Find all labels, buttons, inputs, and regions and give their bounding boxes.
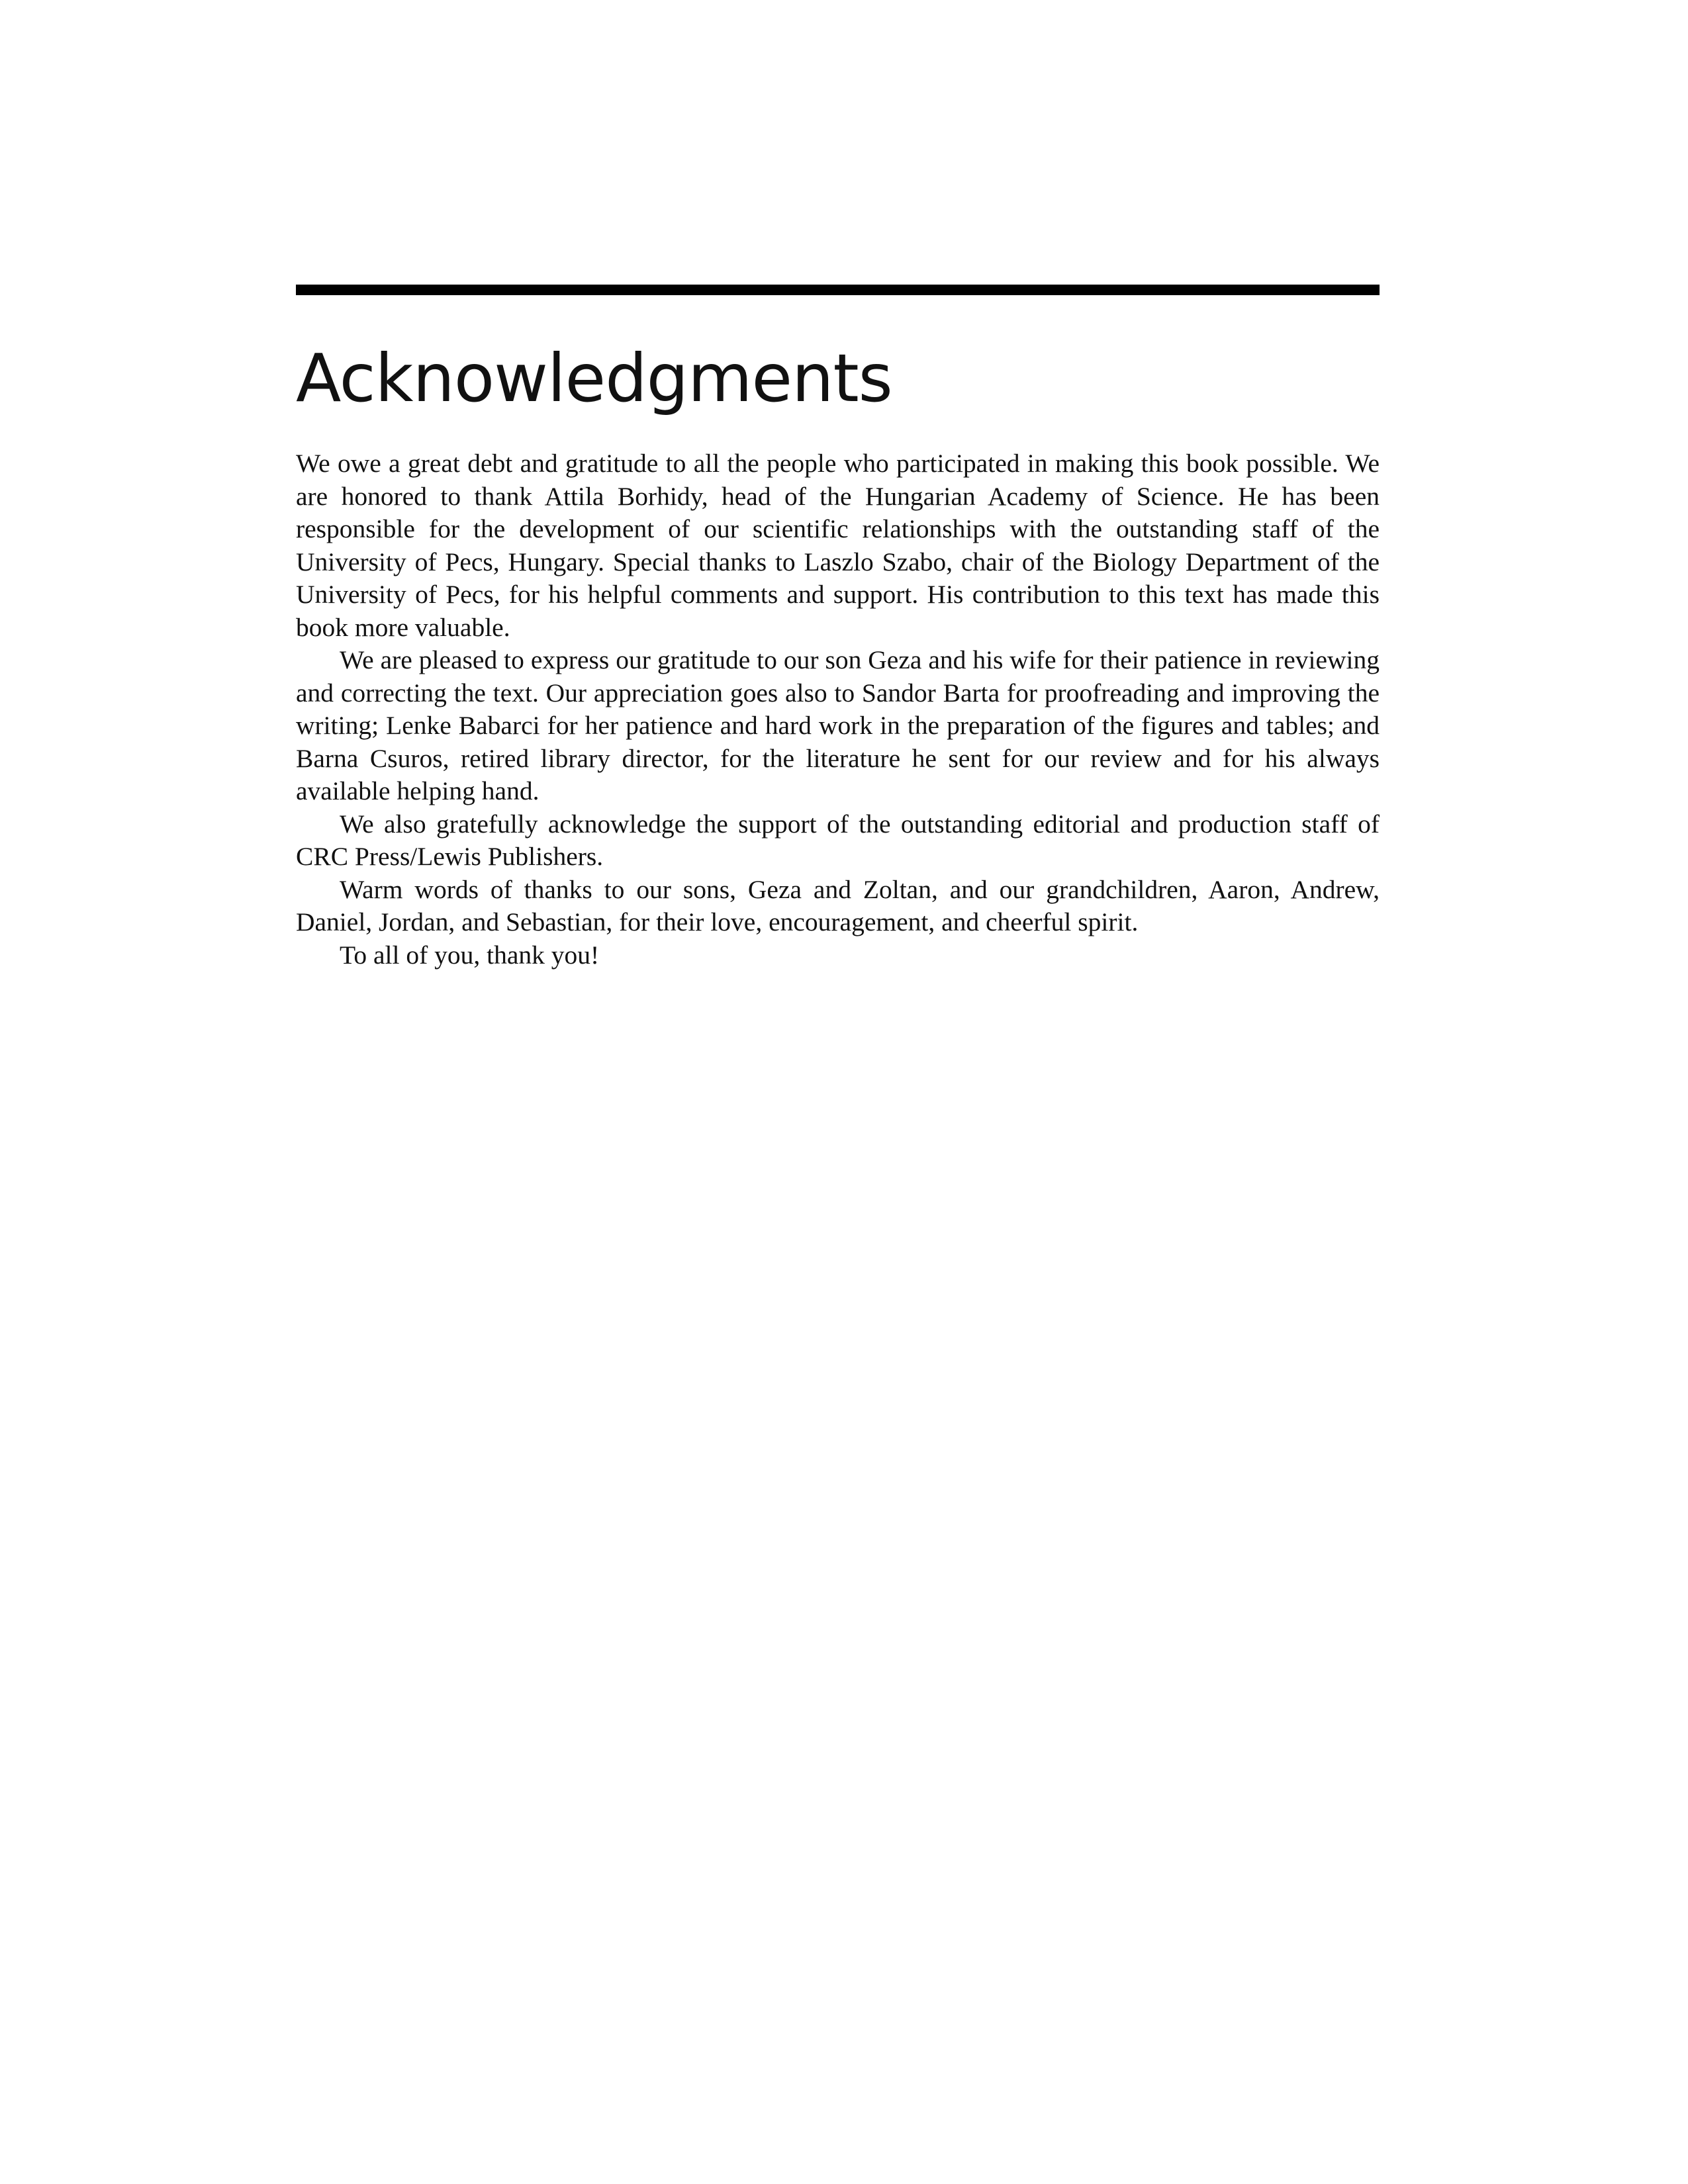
heading-rule [296, 285, 1380, 295]
page [296, 285, 1380, 972]
paragraph-1: We owe a great debt and gratitude to all the people who participated in making this book possible. We are honored to thank Attila Borhidy, head of the Hungarian Academy of Science. He has been responsible for the development of our scientific relationships with the outstanding staff of the University of Pecs, Hungary. Special thanks to Laszlo Szabo, chair of the Biology Department of the University of Pecs, for his helpful comments and support. His contribution to this text has made this book more valuable. [296, 449, 1380, 642]
paragraph-5: To all of you, thank you! [340, 940, 600, 970]
paragraph-4: Warm words of thanks to our sons, Geza and Zoltan, and our grandchildren, Aaron, Andrew, Daniel, Jordan, and Sebastian, for their love, encouragement, and cheerful spirit. [296, 874, 1380, 936]
body-text [296, 447, 1380, 972]
paragraph-2: We are pleased to express our gratitude to our son Geza and his wife for their patience in reviewing and correcting the text. Our appreciation goes also to Sandor Barta for proofreading and improving the writing; Lenke Babarci for her patience and hard work in the preparation of the figures and tables; and Barna Csuros, retired library director, for the literature he sent for our review and for his always available helping hand. [296, 645, 1380, 805]
paragraph-3: We also gratefully acknowledge the support of the outstanding editorial and production staff of CRC Press/Lewis Publishers. [296, 809, 1380, 871]
page-title: Acknowledgments [296, 340, 892, 417]
